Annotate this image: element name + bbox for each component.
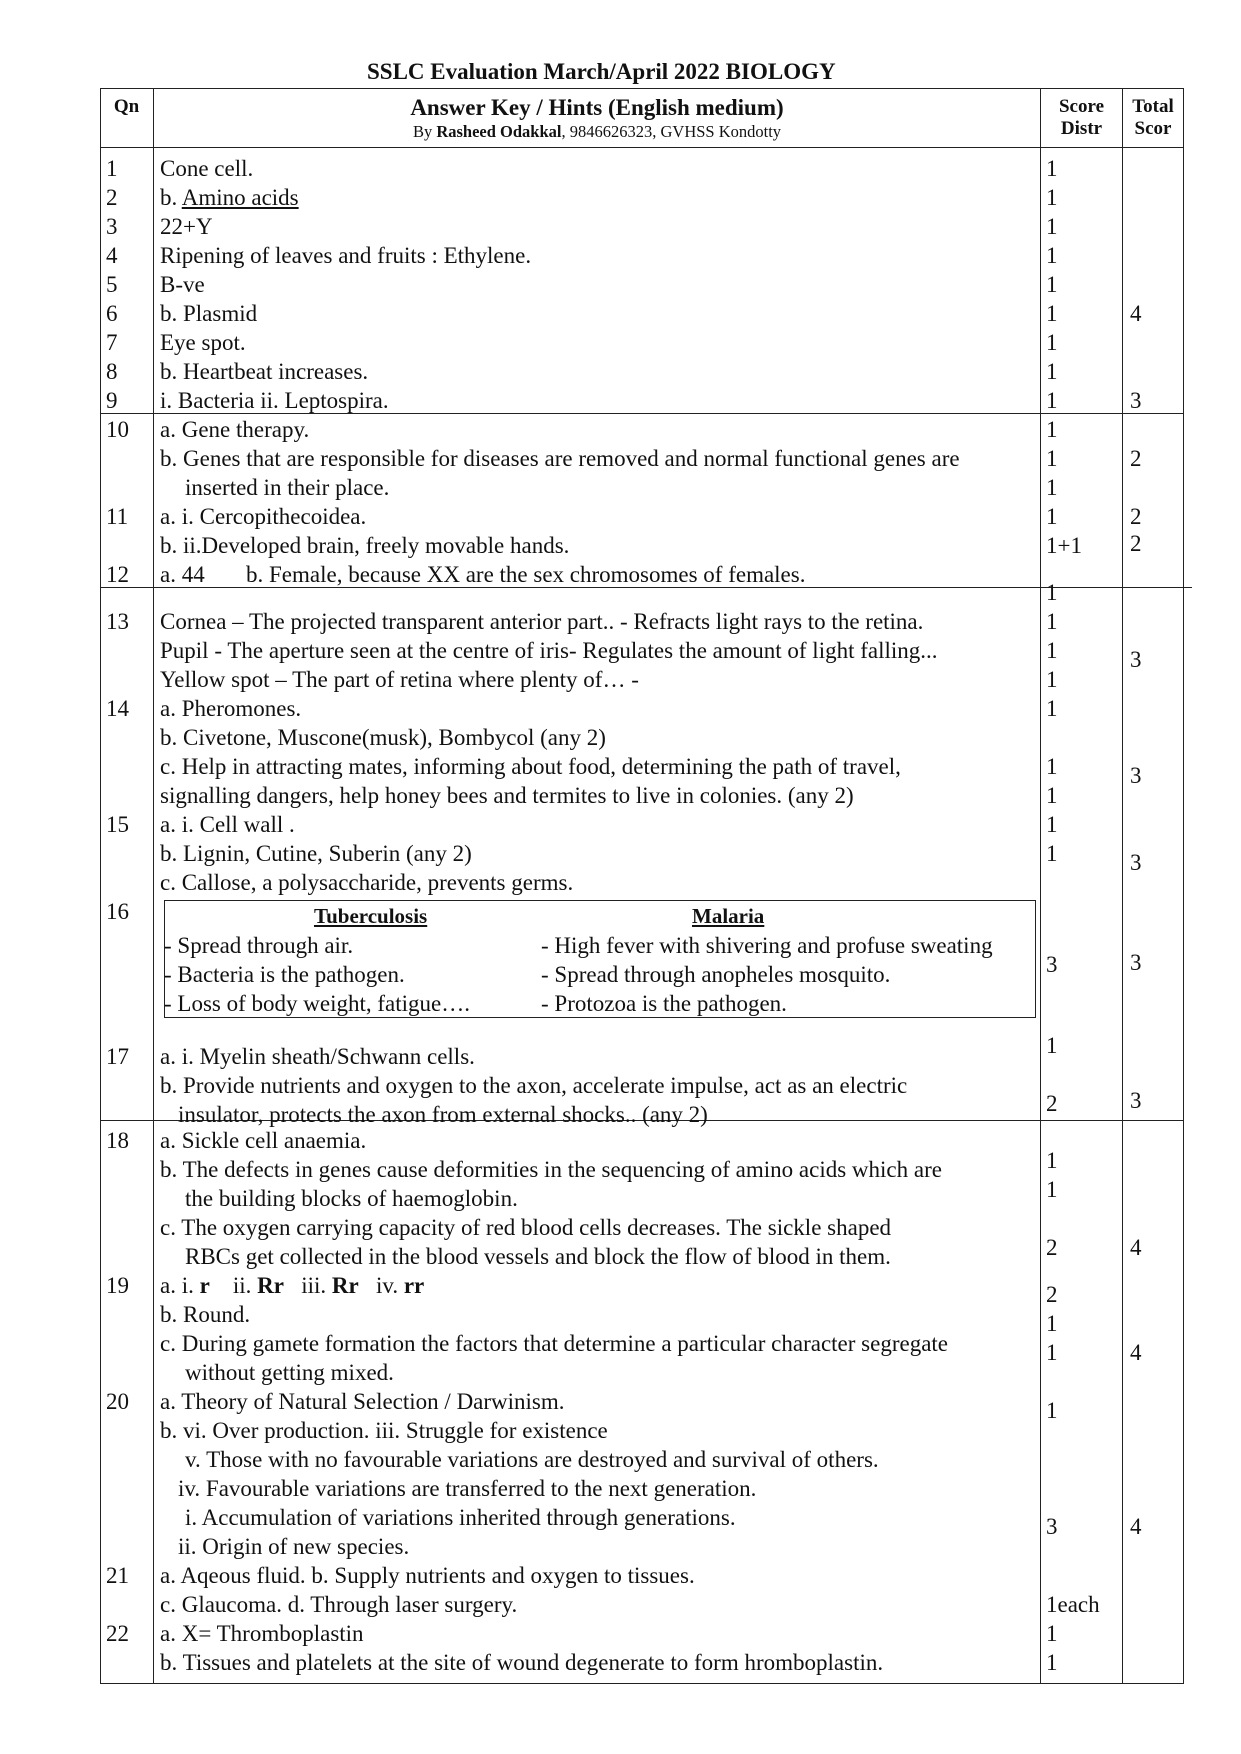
answer-line: c. During gamete formation the factors that determine a particular character segregate xyxy=(160,1331,948,1356)
total-score: 4 xyxy=(1130,1514,1142,1539)
score-value: 1 xyxy=(1046,1621,1058,1646)
score-value: 1 xyxy=(1046,1398,1058,1423)
question-number: 10 xyxy=(106,417,129,442)
answer-line: a. i. Cell wall . xyxy=(160,812,295,837)
total-score: 4 xyxy=(1130,301,1142,326)
score-value: 1 xyxy=(1046,388,1058,413)
answer-line: Eye spot. xyxy=(160,330,246,355)
answer-line: a. 44 xyxy=(160,562,205,587)
total-score: 3 xyxy=(1130,647,1142,672)
page-title: SSLC Evaluation March/April 2022 BIOLOGY xyxy=(367,59,836,84)
answer-line: b. Plasmid xyxy=(160,301,258,326)
answer-line: b. Genes that are responsible for diseases are removed and normal functional genes are xyxy=(160,446,960,471)
score-distr-header: Score Distr xyxy=(1058,96,1105,139)
score-value: 1 xyxy=(1046,580,1058,605)
score-value: 1 xyxy=(1046,783,1058,808)
score-value: 1 xyxy=(1046,185,1058,210)
total-score: 3 xyxy=(1130,1088,1142,1113)
answer-line: b. Tissues and platelets at the site of wound degenerate to form hromboplastin. xyxy=(160,1650,884,1675)
answer-line: a. Sickle cell anaemia. xyxy=(160,1128,367,1153)
score-value: 1 xyxy=(1046,504,1058,529)
answer-line: b. ii.Developed brain, freely movable hands. xyxy=(160,533,570,558)
qn-column-divider xyxy=(153,88,154,1684)
answer-line: c. Help in attracting mates, informing about food, determining the path of travel, xyxy=(160,754,901,779)
answer-line: Ripening of leaves and fruits : Ethylene. xyxy=(160,243,532,268)
total-score: 2 xyxy=(1130,446,1142,471)
header-divider xyxy=(100,147,1183,148)
total-score: 3 xyxy=(1130,388,1142,413)
answer-line: b. Provide nutrients and oxygen to the axon, accelerate impulse, act as an electric xyxy=(160,1073,908,1098)
question-number: 3 xyxy=(106,214,118,239)
answer-line: signalling dangers, help honey bees and termites to live in colonies. (any 2) xyxy=(160,783,854,808)
total-score-header: Total Scor xyxy=(1132,96,1174,139)
answer-line: a. i. r ii. Rr iii. Rr iv. rr xyxy=(160,1273,425,1298)
score-value: 1each xyxy=(1046,1592,1100,1617)
malaria-point: - Spread through anopheles mosquito. xyxy=(541,962,891,987)
score-value: 1 xyxy=(1046,359,1058,384)
answer-line: c. The oxygen carrying capacity of red blood cells decreases. The sickle shaped xyxy=(160,1215,892,1240)
question-number: 12 xyxy=(106,562,129,587)
table-bottom-border xyxy=(100,1683,1183,1684)
question-number: 9 xyxy=(106,388,118,413)
tuberculosis-heading: Tuberculosis xyxy=(314,904,428,928)
total-score: 3 xyxy=(1130,950,1142,975)
question-number: 11 xyxy=(106,504,129,529)
answer-line: without getting mixed. xyxy=(185,1360,394,1385)
score-value: 1 xyxy=(1046,1340,1058,1365)
question-number: 21 xyxy=(106,1563,129,1588)
score-value: 1 xyxy=(1046,156,1058,181)
answer-line: 22+Y xyxy=(160,214,213,239)
score-value: 1 xyxy=(1046,812,1058,837)
answer-line: b. vi. Over production. iii. Struggle for existence xyxy=(160,1418,608,1443)
answer-line: b. Female, because XX are the sex chromosomes of females. xyxy=(246,562,806,587)
answer-line: b. The defects in genes cause deformities in the sequencing of amino acids which are xyxy=(160,1157,942,1182)
author-name: Rasheed Odakkal xyxy=(436,122,562,141)
total-score: 2 xyxy=(1130,531,1142,556)
answer-line: c. Callose, a polysaccharide, prevents germs. xyxy=(160,870,574,895)
table-top-border xyxy=(100,88,1183,89)
question-number: 4 xyxy=(106,243,118,268)
malaria-heading: Malaria xyxy=(692,904,765,928)
answer-line: b. Lignin, Cutine, Suberin (any 2) xyxy=(160,841,472,866)
question-number: 5 xyxy=(106,272,118,297)
score-value: 2 xyxy=(1046,1091,1058,1116)
question-number: 2 xyxy=(106,185,118,210)
question-number: 22 xyxy=(106,1621,129,1646)
answer-line: the building blocks of haemoglobin. xyxy=(185,1186,518,1211)
question-number: 1 xyxy=(106,156,118,181)
score-value: 1 xyxy=(1046,301,1058,326)
score-value: 1 xyxy=(1046,1311,1058,1336)
score-value: 2 xyxy=(1046,1235,1058,1260)
answer-line: ii. Origin of new species. xyxy=(178,1534,410,1559)
question-number: 8 xyxy=(106,359,118,384)
answer-line: a. i. Myelin sheath/Schwann cells. xyxy=(160,1044,475,1069)
score-value: 1 xyxy=(1046,841,1058,866)
question-number: 16 xyxy=(106,899,129,924)
question-number: 19 xyxy=(106,1273,129,1298)
answer-line: a. i. Cercopithecoidea. xyxy=(160,504,367,529)
answer-line: i. Accumulation of variations inherited through generations. xyxy=(185,1505,736,1530)
answer-line: b. Civetone, Muscone(musk), Bombycol (any 2) xyxy=(160,725,606,750)
answer-line: v. Those with no favourable variations are destroyed and survival of others. xyxy=(185,1447,879,1472)
score-value: 1 xyxy=(1046,1177,1058,1202)
score-value: 2 xyxy=(1046,1282,1058,1307)
question-number: 15 xyxy=(106,812,129,837)
answer-line: c. Glaucoma. d. Through laser surgery. xyxy=(160,1592,518,1617)
score-value: 3 xyxy=(1046,1514,1058,1539)
score-value: 1 xyxy=(1046,638,1058,663)
answer-line: b. Amino acids xyxy=(160,185,299,210)
answer-line: Yellow spot – The part of retina where plenty of… - xyxy=(160,667,639,692)
score-value: 1 xyxy=(1046,1650,1058,1675)
score-value: 1 xyxy=(1046,696,1058,721)
answer-line: iv. Favourable variations are transferred to the next generation. xyxy=(178,1476,757,1501)
question-number: 14 xyxy=(106,696,129,721)
answer-line: a. Aqeous fluid. b. Supply nutrients and oxygen to tissues. xyxy=(160,1563,695,1588)
answer-line: i. Bacteria ii. Leptospira. xyxy=(160,388,389,413)
answer-line: a. Gene therapy. xyxy=(160,417,310,442)
answer-line: b. Heartbeat increases. xyxy=(160,359,369,384)
answer-line: inserted in their place. xyxy=(185,475,390,500)
answer-key-heading: Answer Key / Hints (English medium) xyxy=(410,95,784,120)
answer-line: a. Theory of Natural Selection / Darwinism. xyxy=(160,1389,565,1414)
score-value: 1+1 xyxy=(1046,533,1082,558)
total-score: 3 xyxy=(1130,763,1142,788)
answer-line: Cornea – The projected transparent anterior part.. - Refracts light rays to the retina. xyxy=(160,609,924,634)
answer-line: a. Pheromones. xyxy=(160,696,302,721)
score-value: 1 xyxy=(1046,214,1058,239)
total-score: 3 xyxy=(1130,850,1142,875)
malaria-point: - Protozoa is the pathogen. xyxy=(541,991,787,1016)
question-number: 13 xyxy=(106,609,129,634)
question-number: 18 xyxy=(106,1128,129,1153)
score-value: 1 xyxy=(1046,446,1058,471)
tuberculosis-point: - Loss of body weight, fatigue…. xyxy=(164,991,470,1016)
total-score: 4 xyxy=(1130,1235,1142,1260)
total-score: 2 xyxy=(1130,504,1142,529)
table-right-border xyxy=(1183,88,1184,1684)
question-number: 17 xyxy=(106,1044,129,1069)
score-value: 1 xyxy=(1046,1148,1058,1173)
score-value: 1 xyxy=(1046,754,1058,779)
table-left-border xyxy=(100,88,101,1684)
score-value: 3 xyxy=(1046,952,1058,977)
malaria-point: - High fever with shivering and profuse sweating xyxy=(541,933,993,958)
answer-line: B-ve xyxy=(160,272,205,297)
score-value: 1 xyxy=(1046,330,1058,355)
score-value: 1 xyxy=(1046,272,1058,297)
answer-line: a. X= Thromboplastin xyxy=(160,1621,364,1646)
score-value: 1 xyxy=(1046,609,1058,634)
answer-column-divider xyxy=(1040,88,1041,1684)
answer-line: Cone cell. xyxy=(160,156,254,181)
score-value: 1 xyxy=(1046,417,1058,442)
author-line: By Rasheed Odakkal, 9846626323, GVHSS Kondotty xyxy=(412,122,782,141)
score-value: 1 xyxy=(1046,243,1058,268)
answer-line: RBCs get collected in the blood vessels and block the flow of blood in them. xyxy=(185,1244,891,1269)
underlined-answer: Amino acids xyxy=(181,185,299,210)
tuberculosis-point: - Bacteria is the pathogen. xyxy=(164,962,405,987)
qn-header: Qn xyxy=(113,96,140,117)
score-value: 1 xyxy=(1046,475,1058,500)
tuberculosis-point: - Spread through air. xyxy=(164,933,354,958)
answer-line: insulator, protects the axon from external shocks.. (any 2) xyxy=(178,1102,708,1127)
question-number: 7 xyxy=(106,330,118,355)
answer-line: Pupil - The aperture seen at the centre of iris- Regulates the amount of light falling... xyxy=(160,638,938,663)
score-column-divider xyxy=(1122,88,1123,1684)
question-number: 20 xyxy=(106,1389,129,1414)
total-score: 4 xyxy=(1130,1340,1142,1365)
answer-line: b. Round. xyxy=(160,1302,251,1327)
question-number: 6 xyxy=(106,301,118,326)
score-value: 1 xyxy=(1046,667,1058,692)
score-value: 1 xyxy=(1046,1033,1058,1058)
